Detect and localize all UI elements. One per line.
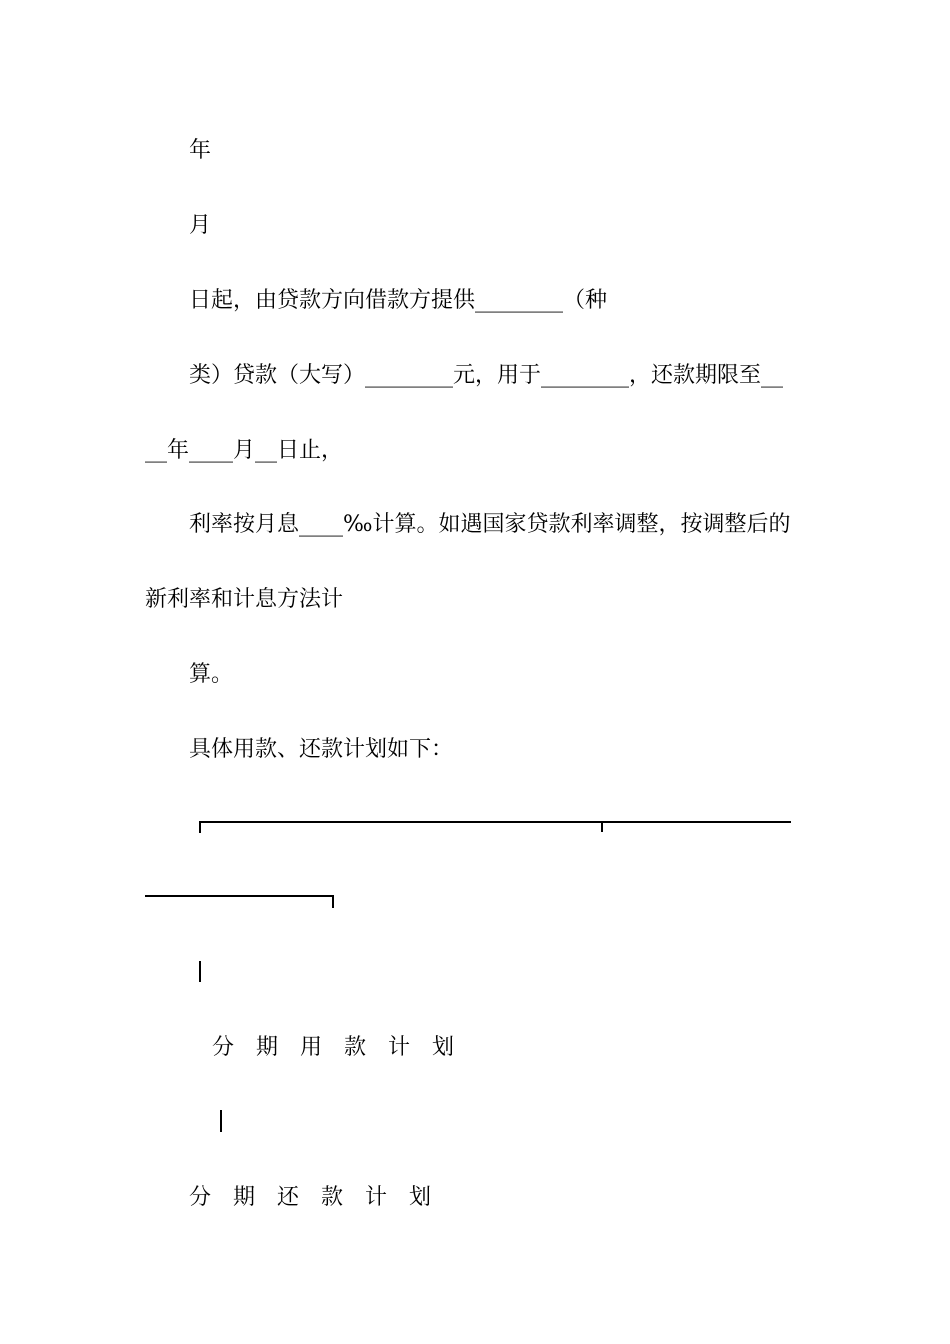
table-top-divider bbox=[601, 821, 603, 832]
table-heading-repay-plan: 分 期 还 款 计 划 bbox=[189, 1185, 432, 1210]
text-line-month: 月 bbox=[189, 213, 212, 238]
table-border-continuation bbox=[145, 895, 334, 897]
table-left-border bbox=[199, 961, 201, 982]
text-line-year: 年 bbox=[189, 138, 212, 163]
table-top-border bbox=[199, 821, 791, 823]
text-line-interest-rate: 利率按月息____‰计算。如遇国家贷款利率调整，按调整后的 bbox=[189, 512, 791, 537]
text-line-plan-intro: 具体用款、还款计划如下： bbox=[189, 737, 454, 762]
text-line-loan-start: 日起，由贷款方向借款方提供________（种 bbox=[189, 288, 608, 313]
table-top-left-corner bbox=[199, 821, 201, 833]
text-line-new-rate: 新利率和计息方法计 bbox=[145, 587, 344, 612]
text-line-loan-amount: 类）贷款（大写）________元，用于________，还款期限至__ bbox=[189, 363, 784, 388]
table-top-right-corner bbox=[332, 895, 334, 908]
table-heading-borrow-plan: 分 期 用 款 计 划 bbox=[212, 1035, 455, 1060]
text-line-due-date: __年____月__日止， bbox=[145, 438, 344, 463]
text-line-calc: 算。 bbox=[189, 662, 234, 687]
table-column-divider bbox=[220, 1110, 222, 1132]
